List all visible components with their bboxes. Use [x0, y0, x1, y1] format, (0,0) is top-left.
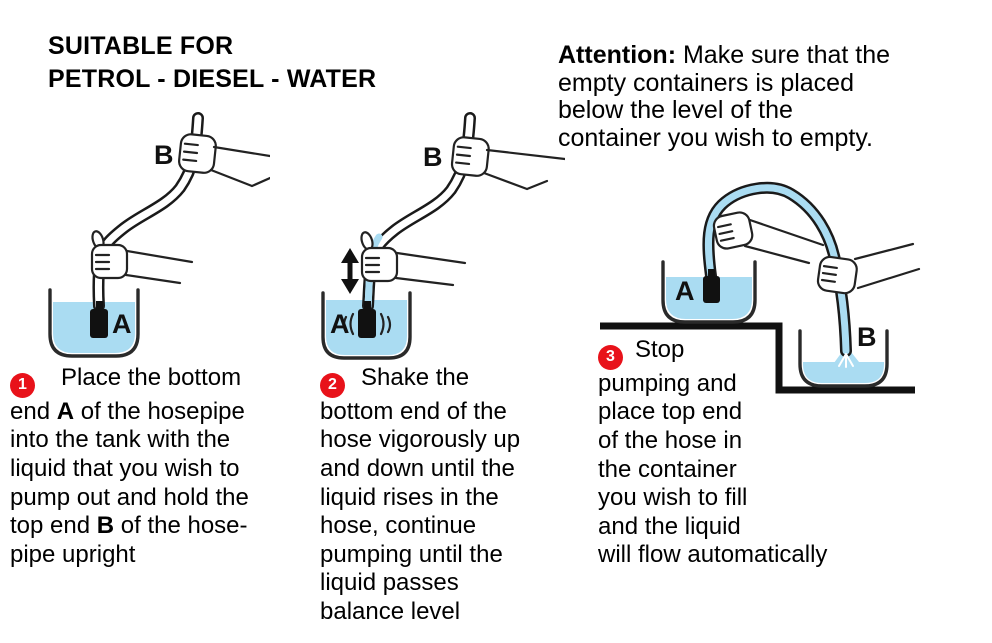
- label-a: A: [112, 309, 132, 339]
- upper-hand: [178, 133, 217, 173]
- right-hand: [817, 256, 858, 295]
- step-line: pump out and hold the: [10, 483, 249, 511]
- step-line: the container: [598, 455, 737, 483]
- step-line: place top end: [598, 398, 743, 426]
- attention-note: [558, 42, 890, 152]
- attention-text: Make sure that the: [676, 41, 891, 69]
- step-line: end A of the hosepipe: [10, 397, 245, 425]
- step-line: hose, continue: [320, 512, 477, 540]
- step-2-badge: 2: [320, 373, 345, 398]
- title-line-1: SUITABLE FOR: [48, 32, 234, 60]
- step-line: liquid passes: [320, 569, 459, 597]
- label-a: A: [675, 276, 695, 306]
- title-line-2: PETROL - DIESEL - WATER: [48, 65, 377, 93]
- step-line: pumping until the: [320, 540, 503, 568]
- step-line: will flow automatically: [598, 541, 828, 569]
- step-text: Stop: [635, 336, 685, 363]
- step-line: and the liquid: [598, 512, 741, 540]
- step-3-text: [598, 336, 898, 570]
- step-line: pipe upright: [10, 540, 136, 568]
- upper-arm: [484, 150, 565, 189]
- step-line: you wish to fill: [598, 484, 748, 512]
- right-arm: [855, 244, 919, 288]
- attention-line: [558, 42, 890, 70]
- step-line: balance level: [320, 597, 461, 625]
- step-line: pumping and: [598, 369, 737, 397]
- attention-label: Attention:: [558, 41, 677, 69]
- step-line: [598, 336, 898, 370]
- upper-arm: [211, 147, 270, 186]
- step-line: liquid that you wish to: [10, 454, 240, 482]
- end-b-ref: B: [96, 512, 115, 540]
- step-line: [320, 364, 580, 398]
- step-1-badge: 1: [10, 373, 35, 398]
- step-line: bottom end of the: [320, 397, 507, 425]
- attention-line: container you wish to empty.: [558, 123, 873, 152]
- attention-line: below the level of the: [558, 96, 793, 124]
- step-line: liquid rises in the: [320, 483, 499, 511]
- figure-step-2: [315, 110, 565, 365]
- step-text: Shake the: [361, 364, 470, 391]
- label-b: B: [857, 322, 877, 352]
- step-line: top end B of the hose-: [10, 512, 248, 540]
- step-line: and down until the: [320, 454, 515, 482]
- step-3-badge: 3: [598, 345, 623, 370]
- step-2-text: [320, 364, 580, 627]
- attention-line: empty containers is placed: [558, 68, 854, 97]
- label-a: A: [330, 309, 350, 339]
- arrow-up-down-icon: [341, 248, 359, 294]
- label-b: B: [154, 140, 174, 170]
- left-arm: [745, 220, 823, 263]
- figure-step-1: [30, 110, 270, 365]
- upper-hand: [451, 136, 490, 176]
- step-line: of the hose in: [598, 426, 743, 454]
- step-line: [10, 364, 310, 398]
- step-line: into the tank with the: [10, 426, 231, 454]
- page-title: [48, 30, 376, 96]
- step-line: hose vigorously up: [320, 426, 521, 454]
- label-b: B: [423, 142, 443, 172]
- step-1-text: [10, 364, 310, 569]
- left-hand: [712, 211, 754, 251]
- end-a-ref: A: [56, 397, 75, 425]
- step-text: Place the bottom: [61, 364, 242, 391]
